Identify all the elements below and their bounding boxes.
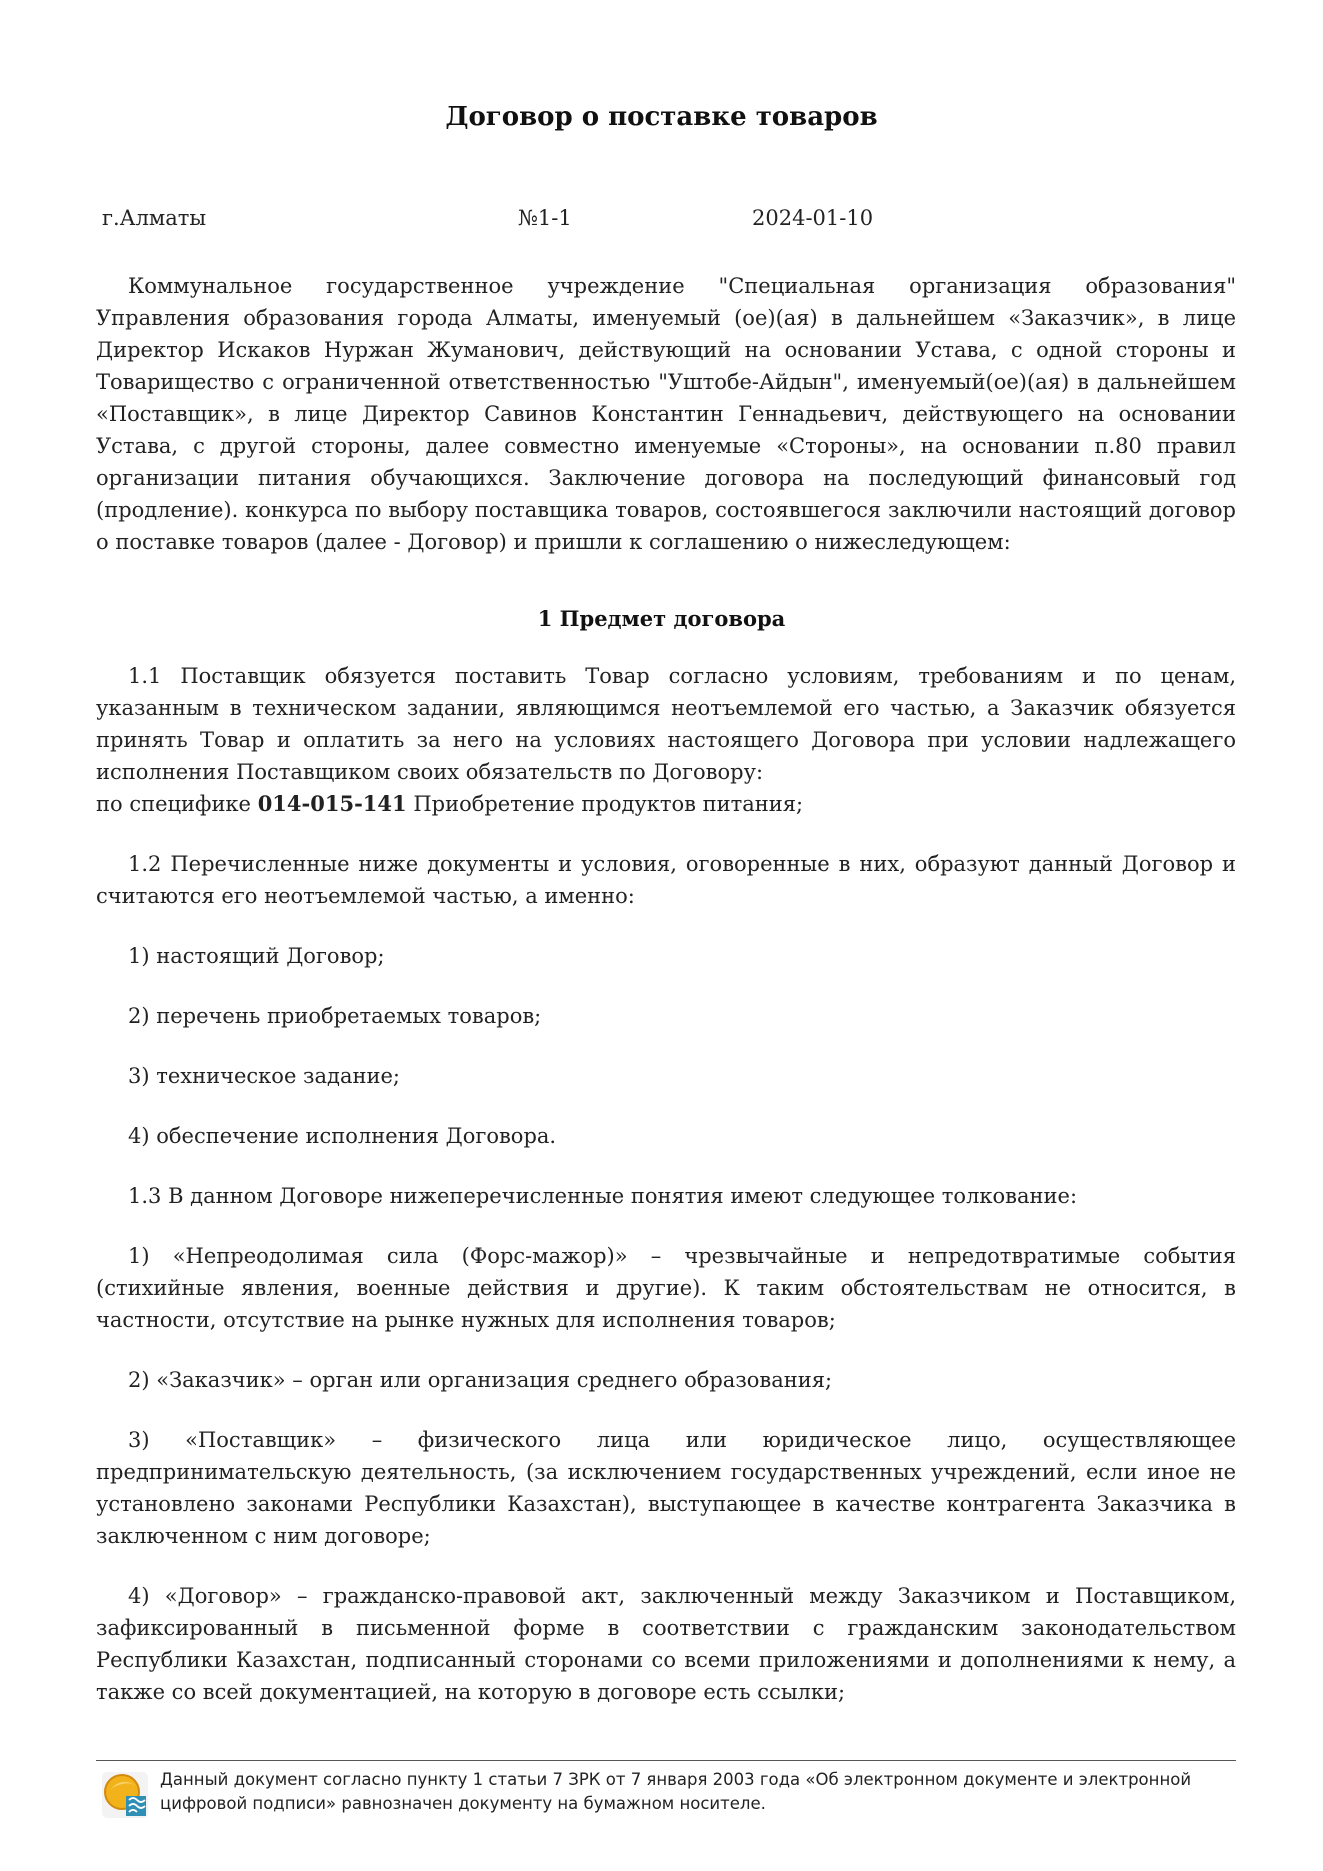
definition-contract: 4) «Договор» – гражданско-правовой акт, заключенный между Заказчиком и Поставщиком, зафиксированный в письменной форме в соответствии с гражданским законодательством Республики Казахстан, подписанный сторонами со всеми приложениями и дополнениями к нему, а также со всей документацией, на которую в договоре есть ссылки; [96,1584,1236,1704]
list-item: 2) перечень приобретаемых товаров; [128,1004,542,1028]
definition-supplier: 3) «Поставщик» – физического лица или юридическое лицо, осуществляющее предпринимательскую деятельность, (за исключением государственных учреждений, если иное не установлено законами Республики Казахстан), выступающее в качестве контрагента Заказчика в заключенном с ним договоре; [96,1428,1236,1548]
specification-line [96,788,1236,820]
document-number: №1-1 [518,206,572,230]
document-city: г.Алматы [102,206,207,230]
document-title: Договор о поставке товаров [445,102,878,132]
preamble-paragraph: Коммунальное государственное учреждение "Специальная организация образования" Управления образования города Алматы, именуемый (ое)(ая) в дальнейшем «Заказчик», в лице Директор Искаков Нуржан Жуманович, действующий на основании Устава, с одной стороны и Товарищество с ограниченной ответственностью "Уштобе-Айдын", именуемый(ое)(ая) в дальнейшем «Поставщик», в лице Директор Савинов Константин Геннадьевич, действующего на основании Устава, с другой стороны, далее совместно именуемые «Стороны», на основании п.80 правил организации питания обучающихся. Заключение договора на последующий финансовый год (продление). конкурса по выбору поставщика товаров, состоявшегося заключили настоящий договор о поставке товаров (далее - Договор) и пришли к соглашению о нижеследующем: [96,274,1236,554]
clause-1-1: 1.1 Поставщик обязуется поставить Товар согласно условиям, требованиям и по ценам, указанным в техническом задании, являющимся неотъемлемой его частью, а Заказчик обязуется принять Товар и оплатить за него на условиях настоящего Договора при условии надлежащего исполнения Поставщиком своих обязательств по Договору: [96,664,1236,784]
spec-prefix: по специфике [96,792,251,816]
definition-customer: 2) «Заказчик» – орган или организация среднего образования; [128,1368,833,1392]
list-item: 1) настоящий Договор; [128,944,385,968]
footer-divider [96,1760,1236,1761]
spec-suffix: Приобретение продуктов питания; [413,792,804,816]
clause-1-3: 1.3 В данном Договоре нижеперечисленные понятия имеют следующее толкование: [128,1184,1078,1208]
list-item: 3) техническое задание; [128,1064,400,1088]
clause-1-2: 1.2 Перечисленные ниже документы и условия, оговоренные в них, образуют данный Договор и считаются его неотъемлемой частью, а именно: [96,852,1236,908]
spec-code: 014-015-141 [257,791,407,816]
egov-seal-icon [100,1770,150,1820]
list-item: 4) обеспечение исполнения Договора. [128,1124,557,1148]
section-1-heading: 1 Предмет договора [537,606,786,631]
definition-force-majeure: 1) «Непреодолимая сила (Форс-мажор)» – чрезвычайные и непредотвратимые события (стихийные явления, военные действия и другие). К таким обстоятельствам не относится, в частности, отсутствие на рынке нужных для исполнения товаров; [96,1244,1236,1332]
footer-legal-note: Данный документ согласно пункту 1 статьи 7 ЗРК от 7 января 2003 года «Об электронном документе и электронной цифровой подписи» равнозначен документу на бумажном носителе. [160,1770,1192,1813]
document-date: 2024-01-10 [752,206,874,230]
